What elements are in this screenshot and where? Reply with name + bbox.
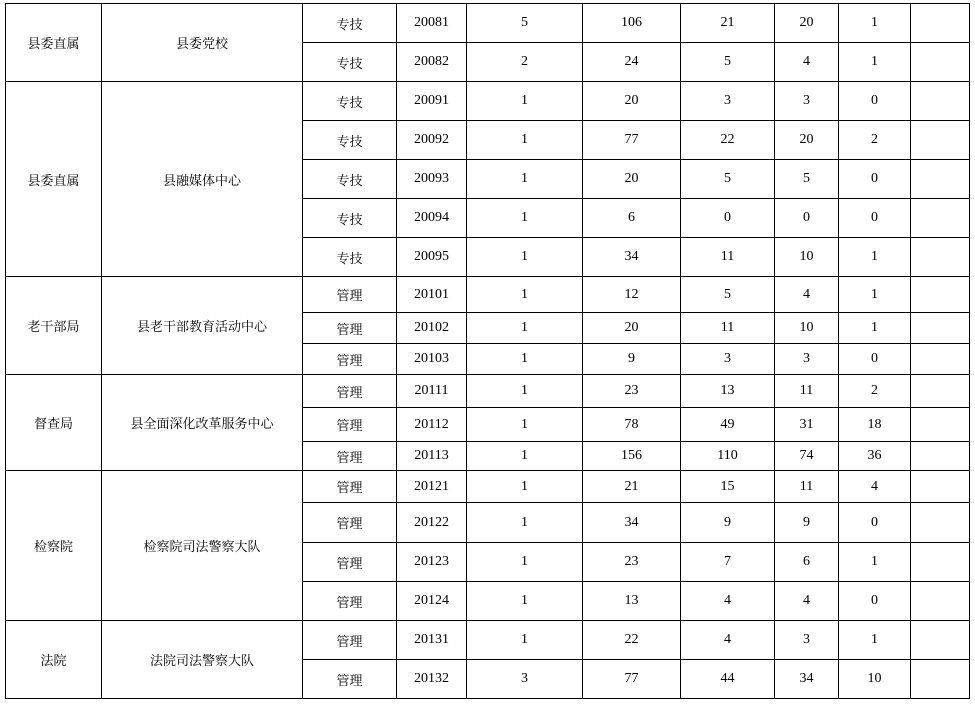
unit-cell: 法院司法警察大队 xyxy=(102,621,303,699)
paid-cell: 5 xyxy=(775,160,839,199)
table-body xyxy=(6,4,970,699)
passed-cell: 4 xyxy=(681,621,775,660)
passed-cell: 21 xyxy=(681,4,775,43)
ratio-cell: 1 xyxy=(839,543,911,582)
quota-cell: 1 xyxy=(467,582,583,621)
post-type-cell: 管理 xyxy=(303,621,397,660)
post-code-cell: 20112 xyxy=(397,408,467,442)
table-row xyxy=(6,621,970,660)
passed-cell: 11 xyxy=(681,313,775,344)
unit-cell: 县融媒体中心 xyxy=(102,82,303,277)
passed-cell: 5 xyxy=(681,43,775,82)
applicants-cell: 106 xyxy=(583,4,681,43)
post-code-cell: 20123 xyxy=(397,543,467,582)
department-cell: 法院 xyxy=(6,621,102,699)
applicants-cell: 9 xyxy=(583,344,681,375)
post-code-cell: 20091 xyxy=(397,82,467,121)
quota-cell: 5 xyxy=(467,4,583,43)
paid-cell: 20 xyxy=(775,121,839,160)
passed-cell: 13 xyxy=(681,375,775,408)
passed-cell: 22 xyxy=(681,121,775,160)
quota-cell: 3 xyxy=(467,660,583,699)
passed-cell: 11 xyxy=(681,238,775,277)
remark-cell xyxy=(911,660,970,699)
post-code-cell: 20121 xyxy=(397,471,467,503)
paid-cell: 4 xyxy=(775,43,839,82)
post-type-cell: 专技 xyxy=(303,160,397,199)
post-type-cell: 管理 xyxy=(303,344,397,375)
applicants-cell: 22 xyxy=(583,621,681,660)
post-code-cell: 20103 xyxy=(397,344,467,375)
post-type-cell: 管理 xyxy=(303,313,397,344)
paid-cell: 0 xyxy=(775,199,839,238)
post-type-cell: 管理 xyxy=(303,582,397,621)
department-cell: 检察院 xyxy=(6,471,102,621)
post-code-cell: 20093 xyxy=(397,160,467,199)
remark-cell xyxy=(911,408,970,442)
post-code-cell: 20094 xyxy=(397,199,467,238)
remark-cell xyxy=(911,277,970,313)
post-type-cell: 管理 xyxy=(303,543,397,582)
table-row xyxy=(6,471,970,503)
remark-cell xyxy=(911,471,970,503)
passed-cell: 5 xyxy=(681,160,775,199)
quota-cell: 1 xyxy=(467,442,583,471)
ratio-cell: 0 xyxy=(839,160,911,199)
passed-cell: 0 xyxy=(681,199,775,238)
post-code-cell: 20122 xyxy=(397,503,467,543)
department-cell: 老干部局 xyxy=(6,277,102,375)
post-code-cell: 20124 xyxy=(397,582,467,621)
post-type-cell: 管理 xyxy=(303,277,397,313)
paid-cell: 34 xyxy=(775,660,839,699)
remark-cell xyxy=(911,4,970,43)
quota-cell: 1 xyxy=(467,471,583,503)
passed-cell: 4 xyxy=(681,582,775,621)
paid-cell: 20 xyxy=(775,4,839,43)
quota-cell: 1 xyxy=(467,160,583,199)
paid-cell: 9 xyxy=(775,503,839,543)
remark-cell xyxy=(911,313,970,344)
table-row xyxy=(6,277,970,313)
passed-cell: 3 xyxy=(681,82,775,121)
quota-cell: 1 xyxy=(467,344,583,375)
post-type-cell: 专技 xyxy=(303,199,397,238)
ratio-cell: 1 xyxy=(839,621,911,660)
applicants-cell: 20 xyxy=(583,313,681,344)
post-code-cell: 20095 xyxy=(397,238,467,277)
remark-cell xyxy=(911,344,970,375)
paid-cell: 3 xyxy=(775,621,839,660)
quota-cell: 1 xyxy=(467,82,583,121)
ratio-cell: 2 xyxy=(839,121,911,160)
remark-cell xyxy=(911,503,970,543)
post-type-cell: 专技 xyxy=(303,238,397,277)
ratio-cell: 36 xyxy=(839,442,911,471)
ratio-cell: 1 xyxy=(839,4,911,43)
quota-cell: 1 xyxy=(467,543,583,582)
paid-cell: 11 xyxy=(775,471,839,503)
applicants-cell: 21 xyxy=(583,471,681,503)
ratio-cell: 1 xyxy=(839,277,911,313)
post-type-cell: 管理 xyxy=(303,471,397,503)
remark-cell xyxy=(911,199,970,238)
post-type-cell: 专技 xyxy=(303,82,397,121)
paid-cell: 4 xyxy=(775,582,839,621)
applicants-cell: 77 xyxy=(583,660,681,699)
passed-cell: 3 xyxy=(681,344,775,375)
table-row xyxy=(6,375,970,408)
applicants-cell: 34 xyxy=(583,503,681,543)
unit-cell: 县委党校 xyxy=(102,4,303,82)
ratio-cell: 0 xyxy=(839,199,911,238)
paid-cell: 31 xyxy=(775,408,839,442)
paid-cell: 10 xyxy=(775,238,839,277)
post-code-cell: 20092 xyxy=(397,121,467,160)
passed-cell: 5 xyxy=(681,277,775,313)
ratio-cell: 0 xyxy=(839,82,911,121)
department-cell: 督查局 xyxy=(6,375,102,471)
quota-cell: 1 xyxy=(467,313,583,344)
quota-cell: 1 xyxy=(467,375,583,408)
paid-cell: 3 xyxy=(775,344,839,375)
quota-cell: 1 xyxy=(467,621,583,660)
applicants-cell: 24 xyxy=(583,43,681,82)
unit-cell: 县全面深化改革服务中心 xyxy=(102,375,303,471)
applicants-cell: 13 xyxy=(583,582,681,621)
department-cell: 县委直属 xyxy=(6,4,102,82)
post-type-cell: 专技 xyxy=(303,121,397,160)
ratio-cell: 0 xyxy=(839,582,911,621)
post-code-cell: 20132 xyxy=(397,660,467,699)
remark-cell xyxy=(911,375,970,408)
applicants-cell: 12 xyxy=(583,277,681,313)
passed-cell: 44 xyxy=(681,660,775,699)
passed-cell: 15 xyxy=(681,471,775,503)
remark-cell xyxy=(911,160,970,199)
remark-cell xyxy=(911,43,970,82)
applicants-cell: 20 xyxy=(583,160,681,199)
ratio-cell: 1 xyxy=(839,313,911,344)
quota-cell: 1 xyxy=(467,238,583,277)
post-type-cell: 管理 xyxy=(303,660,397,699)
ratio-cell: 0 xyxy=(839,344,911,375)
post-type-cell: 管理 xyxy=(303,503,397,543)
applicants-cell: 6 xyxy=(583,199,681,238)
unit-cell: 检察院司法警察大队 xyxy=(102,471,303,621)
unit-cell: 县老干部教育活动中心 xyxy=(102,277,303,375)
post-type-cell: 管理 xyxy=(303,408,397,442)
applicants-cell: 23 xyxy=(583,375,681,408)
paid-cell: 74 xyxy=(775,442,839,471)
post-type-cell: 专技 xyxy=(303,4,397,43)
post-code-cell: 20081 xyxy=(397,4,467,43)
post-code-cell: 20131 xyxy=(397,621,467,660)
paid-cell: 11 xyxy=(775,375,839,408)
post-code-cell: 20101 xyxy=(397,277,467,313)
remark-cell xyxy=(911,621,970,660)
post-type-cell: 专技 xyxy=(303,43,397,82)
table-row xyxy=(6,82,970,121)
post-code-cell: 20113 xyxy=(397,442,467,471)
passed-cell: 49 xyxy=(681,408,775,442)
recruitment-table xyxy=(5,3,970,699)
post-code-cell: 20111 xyxy=(397,375,467,408)
department-cell: 县委直属 xyxy=(6,82,102,277)
table-row xyxy=(6,4,970,43)
ratio-cell: 10 xyxy=(839,660,911,699)
applicants-cell: 77 xyxy=(583,121,681,160)
passed-cell: 9 xyxy=(681,503,775,543)
ratio-cell: 1 xyxy=(839,43,911,82)
passed-cell: 7 xyxy=(681,543,775,582)
applicants-cell: 156 xyxy=(583,442,681,471)
paid-cell: 3 xyxy=(775,82,839,121)
ratio-cell: 4 xyxy=(839,471,911,503)
ratio-cell: 0 xyxy=(839,503,911,543)
ratio-cell: 2 xyxy=(839,375,911,408)
remark-cell xyxy=(911,238,970,277)
ratio-cell: 1 xyxy=(839,238,911,277)
post-type-cell: 管理 xyxy=(303,442,397,471)
paid-cell: 6 xyxy=(775,543,839,582)
quota-cell: 1 xyxy=(467,503,583,543)
applicants-cell: 78 xyxy=(583,408,681,442)
remark-cell xyxy=(911,121,970,160)
post-code-cell: 20102 xyxy=(397,313,467,344)
applicants-cell: 23 xyxy=(583,543,681,582)
quota-cell: 1 xyxy=(467,408,583,442)
paid-cell: 4 xyxy=(775,277,839,313)
applicants-cell: 20 xyxy=(583,82,681,121)
remark-cell xyxy=(911,442,970,471)
passed-cell: 110 xyxy=(681,442,775,471)
paid-cell: 10 xyxy=(775,313,839,344)
quota-cell: 1 xyxy=(467,121,583,160)
remark-cell xyxy=(911,582,970,621)
remark-cell xyxy=(911,543,970,582)
remark-cell xyxy=(911,82,970,121)
post-type-cell: 管理 xyxy=(303,375,397,408)
quota-cell: 2 xyxy=(467,43,583,82)
applicants-cell: 34 xyxy=(583,238,681,277)
ratio-cell: 18 xyxy=(839,408,911,442)
quota-cell: 1 xyxy=(467,277,583,313)
post-code-cell: 20082 xyxy=(397,43,467,82)
quota-cell: 1 xyxy=(467,199,583,238)
